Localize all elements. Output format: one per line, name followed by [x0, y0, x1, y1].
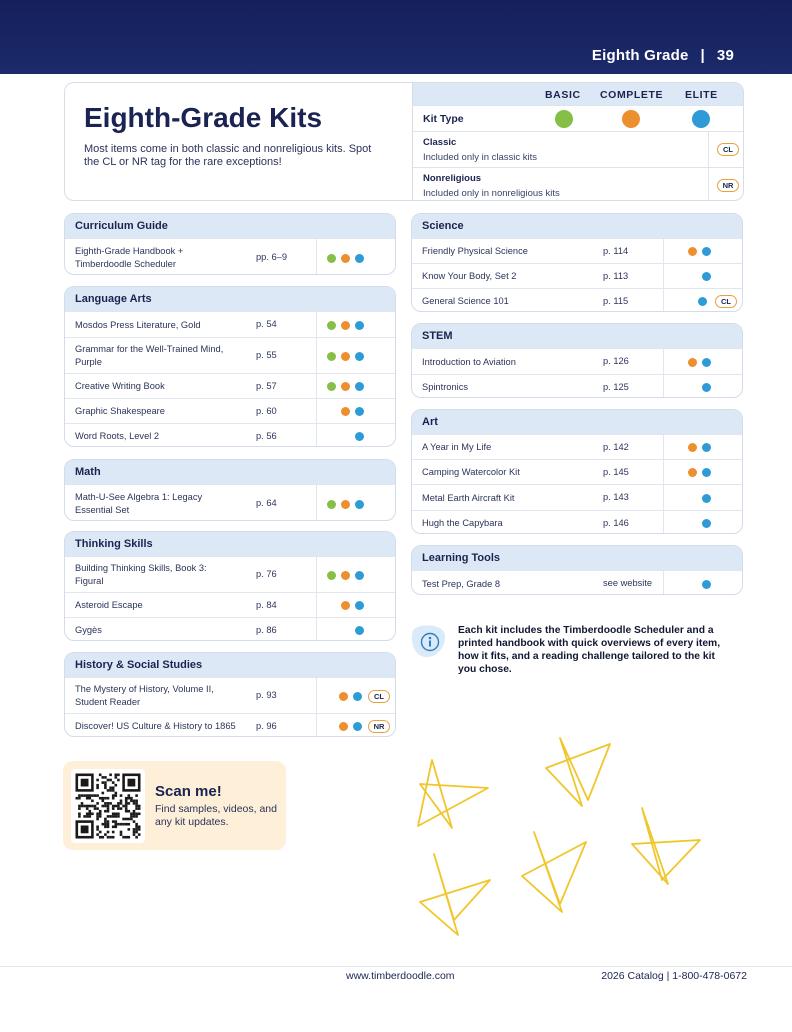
table-row [412, 288, 742, 312]
footer-catalog: 2026 Catalog | 1-800-478-0672 [601, 970, 747, 982]
elite-dot-icon [702, 468, 711, 477]
item-page: p. 115 [603, 295, 629, 306]
item-name: A Year in My Life [422, 442, 492, 452]
star-doodle-icon [420, 854, 490, 935]
elite-dot-icon [702, 580, 711, 589]
page-number: 39 [716, 47, 734, 64]
decorative-stars [410, 730, 720, 945]
complete-dot-icon [341, 254, 350, 263]
complete-dot-icon [341, 382, 350, 391]
item-name: Asteroid Escape [75, 600, 143, 610]
item-page: p. 57 [256, 380, 277, 391]
basic-dot-icon [327, 352, 336, 361]
elite-dot-icon [355, 626, 364, 635]
elite-dot-icon [355, 601, 364, 610]
item-page: p. 84 [256, 599, 277, 610]
intro-panel [65, 83, 412, 201]
legend-basic-label: BASIC [545, 89, 581, 101]
classic-tag: CL [715, 295, 737, 308]
item-page: see website [603, 578, 653, 588]
elite-dot-icon [698, 297, 707, 306]
elite-dot-icon [355, 254, 364, 263]
header-bar [0, 0, 792, 74]
nonreligious-tag: NR [368, 720, 390, 733]
complete-dot-icon [341, 321, 350, 330]
table-row [65, 484, 395, 521]
item-name: The Mystery of History, Volume II, Student Reader [75, 684, 214, 707]
star-doodle-icon [522, 832, 586, 912]
section-stem [411, 323, 743, 398]
item-name: Camping Watercolor Kit [422, 467, 520, 477]
table-row [65, 677, 395, 713]
complete-dot-icon [339, 692, 348, 701]
complete-dot-icon [341, 571, 350, 580]
footer-url[interactable]: www.timberdoodle.com [346, 970, 455, 982]
basic-dot-icon [327, 254, 336, 263]
table-row [412, 510, 742, 534]
elite-dot-icon [702, 272, 711, 281]
complete-dot-icon [688, 468, 697, 477]
item-page: p. 113 [603, 270, 629, 281]
table-row [412, 484, 742, 510]
legend-panel [412, 83, 744, 201]
item-name: Hugh the Capybara [422, 518, 503, 528]
item-page: p. 145 [603, 466, 629, 477]
elite-dot-icon [702, 358, 711, 367]
scan-title: Scan me! [155, 783, 222, 800]
elite-dot-icon [355, 382, 364, 391]
section-history-social-studies [64, 652, 396, 737]
item-page: p. 76 [256, 569, 277, 579]
section-thinking-skills [64, 531, 396, 641]
table-row [65, 373, 395, 398]
item-page: p. 143 [603, 492, 629, 502]
intro-text: Most items come in both classic and nonreligious kits. Spot the CL or NR tag for the rare exceptions! [84, 143, 372, 168]
elite-dot-icon [355, 352, 364, 361]
table-row [65, 238, 395, 275]
item-page: p. 125 [603, 381, 629, 392]
item-page: p. 55 [256, 350, 277, 360]
info-text: Each kit includes the Timberdoodle Scheduler and a printed handbook with quick overviews of every item, how it fits, and a reading challenge tailored to the kit you chose. [458, 625, 721, 675]
item-name: Know Your Body, Set 2 [422, 271, 517, 281]
elite-dot-icon [702, 247, 711, 256]
elite-dot-icon [702, 519, 711, 528]
basic-dot-icon [327, 500, 336, 509]
elite-dot-icon [702, 443, 711, 452]
kit-type-label: Kit Type [423, 113, 464, 125]
legend-complete-label: COMPLETE [600, 89, 664, 101]
qr-panel [63, 761, 286, 850]
footer-divider [0, 966, 792, 967]
item-page: p. 93 [256, 690, 277, 700]
section-math [64, 459, 396, 521]
item-name: Word Roots, Level 2 [75, 431, 160, 441]
table-row [65, 592, 395, 617]
item-page: p. 96 [256, 720, 277, 731]
table-row [412, 348, 742, 374]
qr-code-icon[interactable] [71, 769, 145, 843]
table-row [65, 713, 395, 737]
elite-dot-icon [702, 494, 711, 503]
basic-dot-icon [327, 321, 336, 330]
complete-dot-icon [688, 358, 697, 367]
elite-dot-icon [355, 571, 364, 580]
item-page: p. 126 [603, 356, 629, 366]
info-icon [410, 622, 446, 660]
legend-header [413, 83, 744, 105]
item-name: Spintronics [422, 382, 468, 392]
elite-dot-icon [355, 500, 364, 509]
star-doodle-icon [546, 738, 610, 806]
item-name: Grammar for the Well-Trained Mind, Purple [75, 344, 224, 367]
section-art [411, 409, 743, 534]
table-row [412, 374, 742, 398]
item-page: p. 114 [603, 245, 629, 256]
legend-classic-row [413, 131, 744, 167]
item-name: Graphic Shakespeare [75, 406, 165, 416]
complete-dot-icon [622, 110, 640, 128]
table-row [412, 434, 742, 459]
complete-dot-icon [341, 601, 350, 610]
table-row [65, 423, 395, 447]
basic-dot-icon [327, 571, 336, 580]
item-name: Mosdos Press Literature, Gold [75, 319, 201, 330]
legend-nonreligious-row [413, 167, 744, 201]
item-name: Building Thinking Skills, Book 3: Figural [75, 563, 207, 586]
section-title: Science [412, 214, 742, 238]
page-title: Eighth-Grade Kits [84, 102, 323, 133]
table-row [412, 570, 742, 595]
item-page: p. 60 [256, 405, 277, 416]
classic-desc: Included only in classic kits [423, 152, 538, 163]
scan-text: Find samples, videos, and any kit updates. [155, 803, 277, 828]
complete-dot-icon [341, 407, 350, 416]
elite-dot-icon [692, 110, 710, 128]
complete-dot-icon [688, 443, 697, 452]
nonreligious-desc: Included only in nonreligious kits [423, 188, 560, 199]
elite-dot-icon [353, 722, 362, 731]
section-title: Thinking Skills [65, 532, 395, 556]
item-name: Metal Earth Aircraft Kit [422, 492, 515, 503]
section-title: Art [412, 410, 742, 434]
header-separator: | [700, 47, 705, 64]
item-name: Creative Writing Book [75, 381, 165, 391]
section-title: Curriculum Guide [65, 214, 395, 238]
item-page: p. 54 [256, 319, 277, 329]
item-page: p. 86 [256, 624, 277, 635]
legend-kit-type-row [413, 105, 744, 131]
nonreligious-label: Nonreligious [423, 173, 482, 184]
classic-tag: CL [717, 143, 739, 156]
elite-dot-icon [353, 692, 362, 701]
elite-dot-icon [702, 383, 711, 392]
item-page: p. 64 [256, 498, 277, 508]
table-row [65, 311, 395, 337]
item-page: p. 56 [256, 430, 277, 441]
classic-tag: CL [368, 690, 390, 703]
item-name: Gygès [75, 625, 102, 635]
section-curriculum-guide [64, 213, 396, 275]
table-row [412, 238, 742, 263]
item-name: Test Prep, Grade 8 [422, 578, 501, 589]
star-doodle-icon [418, 760, 488, 828]
item-name: Eighth-Grade Handbook + Timberdoodle Scheduler [75, 246, 184, 269]
section-title: History & Social Studies [65, 653, 395, 677]
item-name: Introduction to Aviation [422, 356, 516, 367]
table-row [412, 459, 742, 484]
item-page: pp. 6–9 [256, 252, 288, 262]
complete-dot-icon [339, 722, 348, 731]
complete-dot-icon [341, 352, 350, 361]
item-name: Math-U-See Algebra 1: Legacy Essential Set [75, 492, 203, 515]
item-name: Friendly Physical Science [422, 246, 528, 256]
elite-dot-icon [355, 321, 364, 330]
nonreligious-tag-cell [708, 168, 744, 201]
basic-dot-icon [555, 110, 573, 128]
header-title [592, 47, 734, 64]
grade-label: Eighth Grade [591, 47, 689, 64]
classic-tag-cell [708, 132, 744, 167]
intro-card [64, 82, 744, 201]
section-learning-tools [411, 545, 743, 595]
section-title: Language Arts [65, 287, 395, 311]
section-language-arts [64, 286, 396, 447]
table-row [65, 556, 395, 592]
table-row [65, 337, 395, 373]
item-page: p. 142 [603, 441, 629, 452]
section-title: Math [65, 460, 395, 484]
elite-dot-icon [355, 407, 364, 416]
table-row [412, 263, 742, 288]
classic-label: Classic [423, 137, 457, 148]
section-title: Learning Tools [412, 546, 742, 570]
complete-dot-icon [341, 500, 350, 509]
section-title: STEM [412, 324, 742, 348]
item-name: General Science 101 [422, 296, 509, 306]
item-name: Discover! US Culture & History to 1865 [75, 721, 236, 731]
item-page: p. 146 [603, 517, 629, 528]
legend-elite-label: ELITE [685, 89, 718, 101]
section-science [411, 213, 743, 312]
complete-dot-icon [688, 247, 697, 256]
basic-dot-icon [327, 382, 336, 391]
star-doodle-icon [632, 808, 700, 884]
table-row [65, 398, 395, 423]
table-row [65, 617, 395, 641]
nonreligious-tag: NR [717, 179, 739, 192]
elite-dot-icon [355, 432, 364, 441]
